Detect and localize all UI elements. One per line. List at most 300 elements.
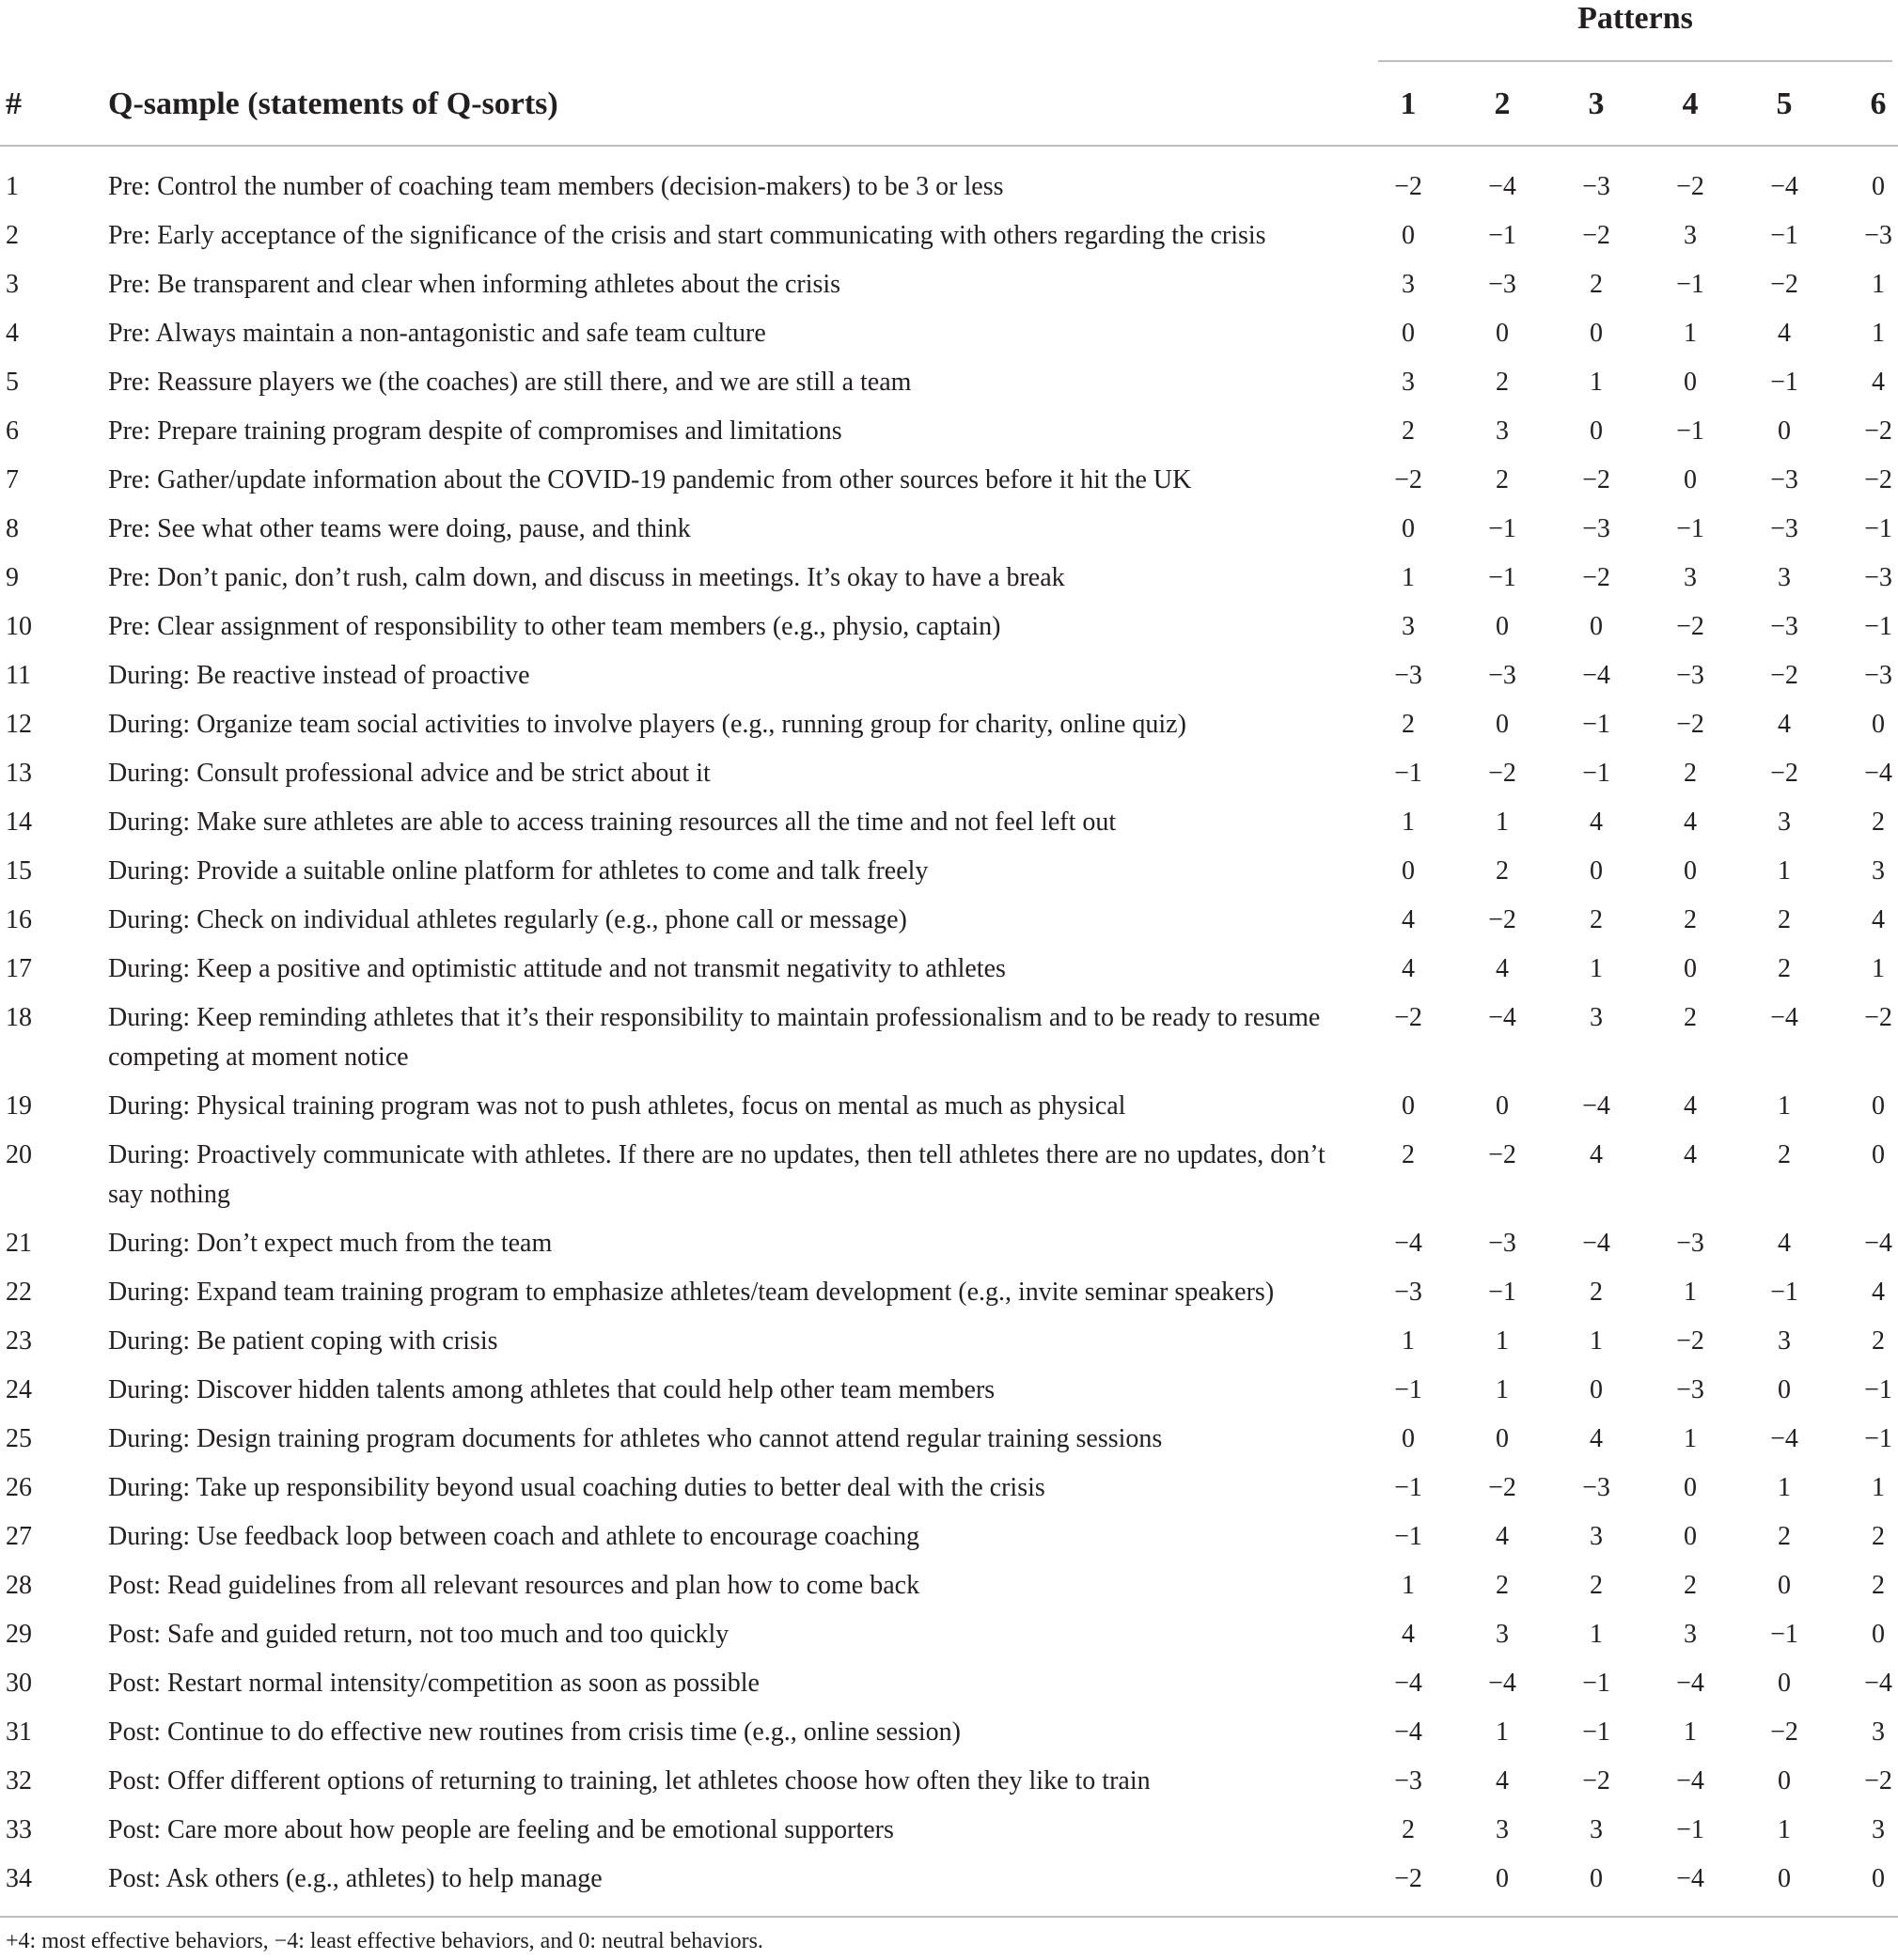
pattern-3-value: 4 (1590, 1140, 1603, 1169)
pattern-1-value: 4 (1402, 1620, 1415, 1649)
row-statement: Pre: Control the number of coaching team members (decision-makers) to be 3 or less (108, 172, 1004, 201)
pattern-4-value: 1 (1684, 1717, 1697, 1747)
row-statement: During: Keep a positive and optimistic attitude and not transmit negativity to athletes (108, 954, 1006, 983)
pattern-1-value: −1 (1394, 1375, 1422, 1404)
pattern-4-value: −3 (1676, 1229, 1704, 1258)
pattern-2-value: 2 (1496, 368, 1509, 397)
table-row (0, 1371, 1898, 1410)
row-statement: Post: Safe and guided return, not too much and too quickly (108, 1620, 729, 1649)
pattern-5-value: 3 (1778, 808, 1791, 837)
pattern-6-value: −1 (1864, 612, 1892, 641)
row-statement: During: Make sure athletes are able to access training resources all the time and not feel left out (108, 808, 1117, 837)
pattern-3-value: 0 (1590, 319, 1603, 348)
row-statement: During: Discover hidden talents among athletes that could help other team members (108, 1375, 996, 1404)
pattern-4-value: −1 (1676, 514, 1704, 543)
pattern-2-value: −1 (1488, 1278, 1516, 1307)
pattern-3-value: 1 (1590, 368, 1603, 397)
table-row (0, 1322, 1898, 1361)
pattern-3-value: −1 (1582, 710, 1610, 739)
pattern-4-value: −2 (1676, 1326, 1704, 1356)
header-rule (0, 145, 1898, 147)
row-number: 2 (6, 221, 19, 250)
pattern-1-value: 0 (1402, 221, 1415, 250)
column-header-pattern-5: 5 (1776, 86, 1793, 121)
pattern-5-value: 1 (1778, 1815, 1791, 1844)
pattern-2-value: −2 (1488, 1473, 1516, 1502)
pattern-5-value: 2 (1778, 905, 1791, 934)
pattern-6-value: −1 (1864, 514, 1892, 543)
pattern-5-value: −2 (1770, 661, 1798, 690)
pattern-2-value: 4 (1496, 954, 1509, 983)
row-number: 7 (6, 465, 19, 494)
table-row (0, 607, 1898, 647)
pattern-2-value: −2 (1488, 905, 1516, 934)
pattern-4-value: −1 (1676, 1815, 1704, 1844)
row-statement: During: Don’t expect much from the team (108, 1229, 553, 1258)
row-statement: During: Be reactive instead of proactive (108, 661, 530, 690)
pattern-4-value: 1 (1684, 1424, 1697, 1453)
row-number: 26 (6, 1473, 32, 1502)
pattern-2-value: −2 (1488, 759, 1516, 788)
row-number: 4 (6, 319, 19, 348)
pattern-6-value: 1 (1872, 319, 1885, 348)
pattern-4-value: −4 (1676, 1864, 1704, 1893)
pattern-5-value: 4 (1778, 710, 1791, 739)
pattern-3-value: −1 (1582, 1717, 1610, 1747)
table-row (0, 705, 1898, 745)
row-number: 16 (6, 905, 32, 934)
pattern-6-value: −3 (1864, 563, 1892, 592)
pattern-2-value: 2 (1496, 1571, 1509, 1600)
pattern-1-value: 0 (1402, 1091, 1415, 1121)
pattern-3-value: −1 (1582, 759, 1610, 788)
pattern-2-value: −1 (1488, 563, 1516, 592)
pattern-4-value: −2 (1676, 710, 1704, 739)
table-row (0, 949, 1898, 989)
pattern-6-value: 2 (1872, 1571, 1885, 1600)
pattern-5-value: −4 (1770, 1424, 1798, 1453)
row-statement: Post: Care more about how people are feeling and be emotional supporters (108, 1815, 894, 1844)
row-number: 9 (6, 563, 19, 592)
pattern-2-value: 3 (1496, 1620, 1509, 1649)
pattern-5-value: 1 (1778, 1473, 1791, 1502)
row-number: 29 (6, 1620, 32, 1649)
pattern-1-value: 1 (1402, 1326, 1415, 1356)
pattern-6-value: 2 (1872, 808, 1885, 837)
row-number: 24 (6, 1375, 32, 1404)
pattern-4-value: 1 (1684, 319, 1697, 348)
pattern-6-value: 0 (1872, 710, 1885, 739)
column-header-pattern-6: 6 (1870, 86, 1887, 121)
pattern-6-value: 1 (1872, 1473, 1885, 1502)
row-number: 1 (6, 172, 19, 201)
pattern-3-value: −4 (1582, 1229, 1610, 1258)
pattern-2-value: −3 (1488, 661, 1516, 690)
row-statement: During: Organize team social activities to involve players (e.g., running group for charity, online quiz) (108, 710, 1186, 739)
pattern-5-value: −1 (1770, 221, 1798, 250)
pattern-4-value: 2 (1684, 905, 1697, 934)
pattern-6-value: 0 (1872, 1864, 1885, 1893)
pattern-2-value: 2 (1496, 856, 1509, 886)
row-statement: During: Proactively communicate with athletes. If there are no updates, then tell athletes there are no updates, don’t say nothing (108, 1140, 1325, 1209)
pattern-4-value: 3 (1684, 221, 1697, 250)
pattern-4-value: −4 (1676, 1766, 1704, 1795)
pattern-4-value: −1 (1676, 270, 1704, 299)
pattern-5-value: −3 (1770, 514, 1798, 543)
pattern-2-value: −4 (1488, 1669, 1516, 1698)
pattern-1-value: −3 (1394, 1278, 1422, 1307)
pattern-5-value: −1 (1770, 1278, 1798, 1307)
row-statement: Pre: Gather/update information about the COVID-19 pandemic from other sources before it hit the UK (108, 465, 1192, 494)
pattern-1-value: 3 (1402, 368, 1415, 397)
pattern-1-value: −1 (1394, 759, 1422, 788)
table-row (0, 1566, 1898, 1606)
pattern-6-value: −4 (1864, 759, 1892, 788)
pattern-4-value: −4 (1676, 1669, 1704, 1698)
row-number: 20 (6, 1140, 32, 1169)
pattern-5-value: 0 (1778, 416, 1791, 446)
pattern-2-value: 1 (1496, 808, 1509, 837)
column-header-statement: Q-sample (statements of Q-sorts) (108, 86, 558, 121)
row-statement: Pre: Early acceptance of the significance of the crisis and start communicating with others regarding the crisis (108, 221, 1266, 250)
pattern-2-value: 4 (1496, 1522, 1509, 1551)
pattern-3-value: 1 (1590, 1326, 1603, 1356)
pattern-4-value: 4 (1684, 808, 1697, 837)
pattern-3-value: −3 (1582, 514, 1610, 543)
pattern-4-value: 2 (1684, 1003, 1697, 1032)
pattern-3-value: 0 (1590, 416, 1603, 446)
row-statement: Pre: Don’t panic, don’t rush, calm down, and discuss in meetings. It’s okay to have a break (108, 563, 1065, 592)
pattern-1-value: −3 (1394, 661, 1422, 690)
pattern-2-value: 0 (1496, 612, 1509, 641)
pattern-3-value: 4 (1590, 808, 1603, 837)
pattern-3-value: 2 (1590, 270, 1603, 299)
table-row (0, 412, 1898, 451)
row-number: 14 (6, 808, 32, 837)
pattern-6-value: −2 (1864, 465, 1892, 494)
pattern-6-value: 0 (1872, 1620, 1885, 1649)
pattern-3-value: 2 (1590, 1278, 1603, 1307)
pattern-5-value: 0 (1778, 1375, 1791, 1404)
pattern-6-value: 4 (1872, 368, 1885, 397)
patterns-group-header: Patterns (1577, 1, 1693, 36)
pattern-5-value: 2 (1778, 1522, 1791, 1551)
pattern-2-value: 0 (1496, 1864, 1509, 1893)
pattern-5-value: 4 (1778, 319, 1791, 348)
pattern-2-value: 2 (1496, 465, 1509, 494)
pattern-1-value: 3 (1402, 270, 1415, 299)
pattern-6-value: 4 (1872, 905, 1885, 934)
pattern-3-value: 3 (1590, 1003, 1603, 1032)
column-header-number: # (6, 86, 22, 121)
pattern-6-value: 2 (1872, 1522, 1885, 1551)
pattern-2-value: 1 (1496, 1375, 1509, 1404)
pattern-1-value: 0 (1402, 1424, 1415, 1453)
row-statement: Post: Continue to do effective new routines from crisis time (e.g., online session) (108, 1717, 961, 1747)
pattern-4-value: 4 (1684, 1140, 1697, 1169)
row-statement: During: Physical training program was not to push athletes, focus on mental as much as physical (108, 1091, 1126, 1121)
pattern-4-value: 0 (1684, 1522, 1697, 1551)
pattern-2-value: −1 (1488, 221, 1516, 250)
row-statement: During: Check on individual athletes regularly (e.g., phone call or message) (108, 905, 907, 934)
pattern-6-value: −4 (1864, 1669, 1892, 1698)
table-row (0, 1136, 1898, 1215)
row-statement: Pre: Clear assignment of responsibility to other team members (e.g., physio, captain) (108, 612, 1001, 641)
pattern-5-value: −3 (1770, 612, 1798, 641)
pattern-1-value: 2 (1402, 1140, 1415, 1169)
pattern-6-value: 3 (1872, 1815, 1885, 1844)
pattern-2-value: −2 (1488, 1140, 1516, 1169)
table-row (0, 1517, 1898, 1557)
pattern-6-value: 1 (1872, 270, 1885, 299)
table-row (0, 558, 1898, 598)
row-statement: Post: Offer different options of returning to training, let athletes choose how often they like to train (108, 1766, 1151, 1795)
pattern-5-value: −2 (1770, 1717, 1798, 1747)
pattern-5-value: −4 (1770, 1003, 1798, 1032)
column-header-pattern-2: 2 (1494, 86, 1511, 121)
pattern-3-value: −3 (1582, 1473, 1610, 1502)
pattern-3-value: 0 (1590, 1375, 1603, 1404)
pattern-5-value: 2 (1778, 954, 1791, 983)
row-number: 32 (6, 1766, 32, 1795)
pattern-3-value: 0 (1590, 612, 1603, 641)
pattern-2-value: 3 (1496, 1815, 1509, 1844)
table-row (0, 167, 1898, 207)
row-statement: Post: Read guidelines from all relevant resources and plan how to come back (108, 1571, 920, 1600)
pattern-3-value: −2 (1582, 563, 1610, 592)
row-statement: During: Design training program documents for athletes who cannot attend regular training sessions (108, 1424, 1163, 1453)
pattern-5-value: 0 (1778, 1669, 1791, 1698)
pattern-6-value: 1 (1872, 954, 1885, 983)
pattern-5-value: −2 (1770, 270, 1798, 299)
table-row (0, 998, 1898, 1077)
pattern-3-value: −2 (1582, 1766, 1610, 1795)
pattern-4-value: 1 (1684, 1278, 1697, 1307)
pattern-2-value: 1 (1496, 1717, 1509, 1747)
pattern-4-value: 0 (1684, 368, 1697, 397)
row-number: 33 (6, 1815, 32, 1844)
row-statement: Post: Restart normal intensity/competition as soon as possible (108, 1669, 760, 1698)
pattern-6-value: 0 (1872, 1140, 1885, 1169)
pattern-5-value: −3 (1770, 465, 1798, 494)
pattern-6-value: −2 (1864, 416, 1892, 446)
pattern-4-value: 0 (1684, 1473, 1697, 1502)
row-statement: During: Consult professional advice and be strict about it (108, 759, 711, 788)
row-statement: Post: Ask others (e.g., athletes) to help manage (108, 1864, 603, 1893)
table-row (0, 461, 1898, 500)
pattern-6-value: −2 (1864, 1766, 1892, 1795)
pattern-2-value: −3 (1488, 1229, 1516, 1258)
pattern-6-value: −2 (1864, 1003, 1892, 1032)
pattern-1-value: −4 (1394, 1229, 1422, 1258)
column-header-pattern-3: 3 (1588, 86, 1605, 121)
pattern-5-value: 3 (1778, 563, 1791, 592)
pattern-3-value: 4 (1590, 1424, 1603, 1453)
pattern-4-value: 2 (1684, 1571, 1697, 1600)
table-row (0, 314, 1898, 353)
pattern-2-value: −4 (1488, 1003, 1516, 1032)
row-number: 22 (6, 1278, 32, 1307)
row-statement: During: Use feedback loop between coach and athlete to encourage coaching (108, 1522, 919, 1551)
pattern-2-value: 1 (1496, 1326, 1509, 1356)
pattern-5-value: 4 (1778, 1229, 1791, 1258)
table-row (0, 1615, 1898, 1654)
pattern-1-value: −3 (1394, 1766, 1422, 1795)
table-row (0, 265, 1898, 305)
pattern-5-value: −1 (1770, 1620, 1798, 1649)
pattern-5-value: −2 (1770, 759, 1798, 788)
pattern-1-value: 1 (1402, 808, 1415, 837)
row-number: 28 (6, 1571, 32, 1600)
pattern-5-value: 3 (1778, 1326, 1791, 1356)
pattern-6-value: −3 (1864, 221, 1892, 250)
pattern-3-value: 1 (1590, 954, 1603, 983)
footer-rule (0, 1916, 1898, 1918)
pattern-6-value: 0 (1872, 1091, 1885, 1121)
table-row (0, 1224, 1898, 1263)
row-number: 15 (6, 856, 32, 886)
pattern-1-value: 4 (1402, 954, 1415, 983)
pattern-2-value: −1 (1488, 514, 1516, 543)
pattern-2-value: 3 (1496, 416, 1509, 446)
table-row (0, 1419, 1898, 1459)
patterns-rule (1378, 60, 1892, 62)
row-statement: Pre: Reassure players we (the coaches) are still there, and we are still a team (108, 368, 912, 397)
column-header-pattern-4: 4 (1682, 86, 1699, 121)
row-statement: During: Take up responsibility beyond usual coaching duties to better deal with the crisis (108, 1473, 1045, 1502)
pattern-1-value: −1 (1394, 1473, 1422, 1502)
row-number: 6 (6, 416, 19, 446)
pattern-1-value: 4 (1402, 905, 1415, 934)
row-number: 13 (6, 759, 32, 788)
pattern-1-value: 2 (1402, 1815, 1415, 1844)
pattern-4-value: −1 (1676, 416, 1704, 446)
pattern-1-value: 1 (1402, 563, 1415, 592)
table-row (0, 363, 1898, 402)
pattern-5-value: 0 (1778, 1766, 1791, 1795)
pattern-4-value: 4 (1684, 1091, 1697, 1121)
table-row (0, 754, 1898, 793)
pattern-1-value: 2 (1402, 416, 1415, 446)
row-statement: During: Keep reminding athletes that it’s their responsibility to maintain professionalism and to be ready to resume competing at moment notice (108, 1003, 1321, 1072)
row-number: 19 (6, 1091, 32, 1121)
pattern-3-value: −2 (1582, 221, 1610, 250)
pattern-5-value: 2 (1778, 1140, 1791, 1169)
pattern-3-value: 1 (1590, 1620, 1603, 1649)
pattern-6-value: 3 (1872, 1717, 1885, 1747)
row-statement: Pre: Always maintain a non-antagonistic and safe team culture (108, 319, 766, 348)
row-number: 23 (6, 1326, 32, 1356)
pattern-1-value: 0 (1402, 514, 1415, 543)
pattern-1-value: 1 (1402, 1571, 1415, 1600)
pattern-6-value: −1 (1864, 1375, 1892, 1404)
row-statement: During: Provide a suitable online platform for athletes to come and talk freely (108, 856, 929, 886)
pattern-1-value: −2 (1394, 172, 1422, 201)
row-statement: During: Be patient coping with crisis (108, 1326, 498, 1356)
pattern-2-value: −3 (1488, 270, 1516, 299)
row-number: 17 (6, 954, 32, 983)
pattern-4-value: 2 (1684, 759, 1697, 788)
pattern-6-value: 0 (1872, 172, 1885, 201)
pattern-4-value: −2 (1676, 172, 1704, 201)
pattern-3-value: −2 (1582, 465, 1610, 494)
pattern-1-value: −2 (1394, 1003, 1422, 1032)
pattern-2-value: 0 (1496, 1091, 1509, 1121)
pattern-1-value: 3 (1402, 612, 1415, 641)
pattern-1-value: −2 (1394, 1864, 1422, 1893)
pattern-3-value: −4 (1582, 661, 1610, 690)
row-number: 30 (6, 1669, 32, 1698)
table-row (0, 216, 1898, 256)
pattern-3-value: 0 (1590, 856, 1603, 886)
pattern-1-value: −4 (1394, 1669, 1422, 1698)
pattern-3-value: −3 (1582, 172, 1610, 201)
table-row (0, 1762, 1898, 1801)
pattern-2-value: 0 (1496, 319, 1509, 348)
table-footnote: +4: most effective behaviors, −4: least effective behaviors, and 0: neutral behaviors. (6, 1929, 763, 1953)
pattern-4-value: −3 (1676, 661, 1704, 690)
pattern-3-value: 0 (1590, 1864, 1603, 1893)
table-row (0, 1273, 1898, 1312)
pattern-6-value: −1 (1864, 1424, 1892, 1453)
pattern-5-value: 0 (1778, 1864, 1791, 1893)
table-row (0, 901, 1898, 940)
pattern-3-value: 2 (1590, 905, 1603, 934)
pattern-1-value: 2 (1402, 710, 1415, 739)
pattern-2-value: 0 (1496, 1424, 1509, 1453)
row-statement: Pre: Be transparent and clear when informing athletes about the crisis (108, 270, 841, 299)
pattern-3-value: −1 (1582, 1669, 1610, 1698)
pattern-3-value: 2 (1590, 1571, 1603, 1600)
pattern-3-value: 3 (1590, 1815, 1603, 1844)
column-header-pattern-1: 1 (1400, 86, 1417, 121)
row-number: 5 (6, 368, 19, 397)
row-number: 21 (6, 1229, 32, 1258)
pattern-4-value: 3 (1684, 1620, 1697, 1649)
pattern-1-value: −4 (1394, 1717, 1422, 1747)
pattern-6-value: −3 (1864, 661, 1892, 690)
pattern-3-value: 3 (1590, 1522, 1603, 1551)
table-row (0, 656, 1898, 696)
pattern-6-value: 4 (1872, 1278, 1885, 1307)
pattern-4-value: 0 (1684, 856, 1697, 886)
pattern-5-value: −1 (1770, 368, 1798, 397)
row-statement: During: Expand team training program to emphasize athletes/team development (e.g., invite seminar speakers) (108, 1278, 1275, 1307)
row-number: 12 (6, 710, 32, 739)
table-row (0, 1811, 1898, 1850)
pattern-2-value: −4 (1488, 172, 1516, 201)
pattern-6-value: 3 (1872, 856, 1885, 886)
row-statement: Pre: See what other teams were doing, pause, and think (108, 514, 691, 543)
pattern-1-value: −1 (1394, 1522, 1422, 1551)
row-number: 31 (6, 1717, 32, 1747)
table-row (0, 510, 1898, 549)
pattern-3-value: −4 (1582, 1091, 1610, 1121)
pattern-1-value: −2 (1394, 465, 1422, 494)
pattern-4-value: −3 (1676, 1375, 1704, 1404)
pattern-6-value: 2 (1872, 1326, 1885, 1356)
pattern-5-value: 0 (1778, 1571, 1791, 1600)
pattern-1-value: 0 (1402, 319, 1415, 348)
row-number: 8 (6, 514, 19, 543)
row-number: 10 (6, 612, 32, 641)
row-number: 11 (6, 661, 31, 690)
table-row (0, 1087, 1898, 1126)
table-row (0, 852, 1898, 891)
table-row (0, 803, 1898, 842)
row-statement: Pre: Prepare training program despite of compromises and limitations (108, 416, 842, 446)
table-row (0, 1664, 1898, 1703)
